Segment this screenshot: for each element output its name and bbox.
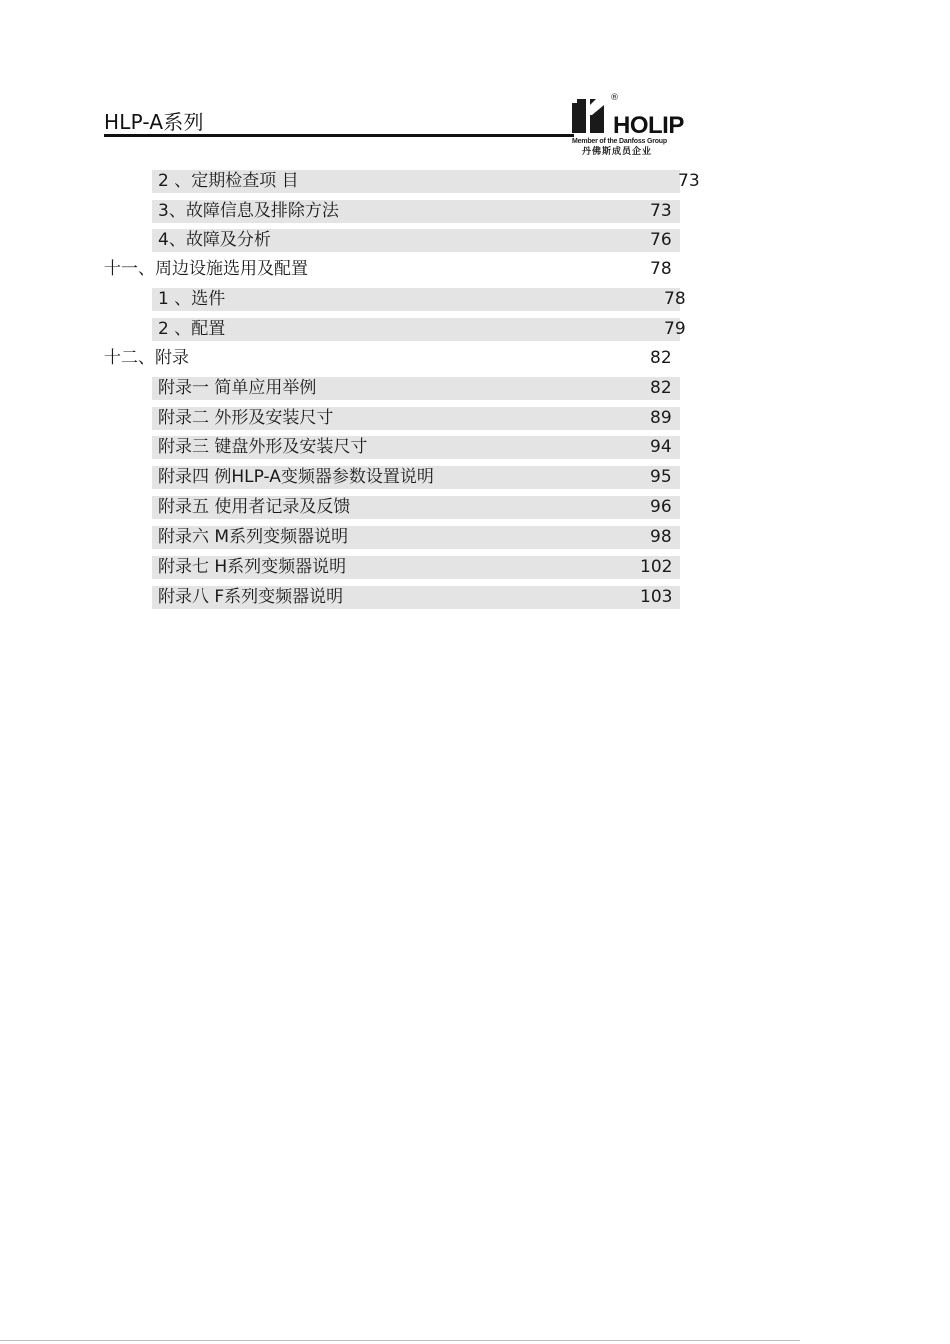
toc-entry-page: 82 [650, 348, 672, 368]
toc-entry-label: 2 、定期检查项 目 [158, 171, 299, 191]
toc-entry-label: 1 、选件 [158, 289, 226, 309]
holip-logo-mark-icon [570, 95, 610, 135]
toc-entry-page: 103 [640, 587, 673, 607]
toc-entry[interactable] [152, 229, 680, 252]
toc-entry[interactable] [152, 436, 680, 459]
toc-entry-label: 附录四 例HLP-A变频器参数设置说明 [158, 467, 434, 487]
footer-rule [0, 1340, 800, 1341]
toc-entry-page: 76 [650, 230, 672, 250]
toc-chapter-entry[interactable] [104, 258, 680, 281]
toc-entry-page: 89 [650, 408, 672, 428]
toc-entry-page: 95 [650, 467, 672, 487]
toc-entry-label: 附录五 使用者记录及反馈 [158, 497, 351, 517]
logo-tagline: Member of the Danfoss Group [572, 138, 667, 145]
toc-entry-page: 98 [650, 527, 672, 547]
holip-logo [570, 93, 690, 158]
toc-entry-label: 2 、配置 [158, 319, 226, 339]
toc-entry[interactable] [152, 200, 680, 223]
toc-entry-label: 附录六 M系列变频器说明 [158, 527, 349, 547]
toc-entry-page: 73 [678, 171, 700, 191]
toc-entry-label: 十一、周边设施选用及配置 [104, 259, 308, 279]
toc-entry[interactable] [152, 496, 680, 519]
toc-entry-page: 79 [664, 319, 686, 339]
document-header-title: HLP-A系列 [104, 110, 204, 134]
toc-entry[interactable] [152, 288, 686, 311]
toc-entry-label: 4、故障及分析 [158, 230, 271, 250]
toc-entry-page: 82 [650, 378, 672, 398]
toc-entry[interactable] [152, 318, 686, 341]
toc-entry-label: 附录七 H系列变频器说明 [158, 557, 347, 577]
toc-entry-label: 3、故障信息及排除方法 [158, 201, 339, 221]
toc-entry[interactable] [152, 407, 680, 430]
toc-entry[interactable] [152, 556, 680, 579]
toc-entry-label: 十二、附录 [104, 348, 189, 368]
toc-entry[interactable] [152, 170, 700, 193]
logo-chinese-tagline: 丹佛斯成员企业 [582, 147, 653, 157]
toc-entry-page: 78 [664, 289, 686, 309]
toc-entry-label: 附录一 简单应用举例 [158, 378, 317, 398]
toc-entry-page: 73 [650, 201, 672, 221]
toc-entry-page: 96 [650, 497, 672, 517]
toc-entry-page: 102 [640, 557, 673, 577]
toc-entry[interactable] [152, 526, 680, 549]
toc-entry[interactable] [152, 586, 680, 609]
toc-entry-page: 78 [650, 259, 672, 279]
toc-entry-label: 附录三 键盘外形及安装尺寸 [158, 437, 368, 457]
header-rule [104, 134, 574, 137]
toc-entry-label: 附录八 F系列变频器说明 [158, 587, 344, 607]
toc-entry[interactable] [152, 377, 680, 400]
registered-mark: ® [610, 93, 619, 103]
toc-chapter-entry[interactable] [104, 347, 680, 370]
toc-entry-label: 附录二 外形及安装尺寸 [158, 408, 334, 428]
logo-wordmark: HOLIP [613, 112, 684, 139]
toc-entry[interactable] [152, 466, 680, 489]
toc-entry-page: 94 [650, 437, 672, 457]
